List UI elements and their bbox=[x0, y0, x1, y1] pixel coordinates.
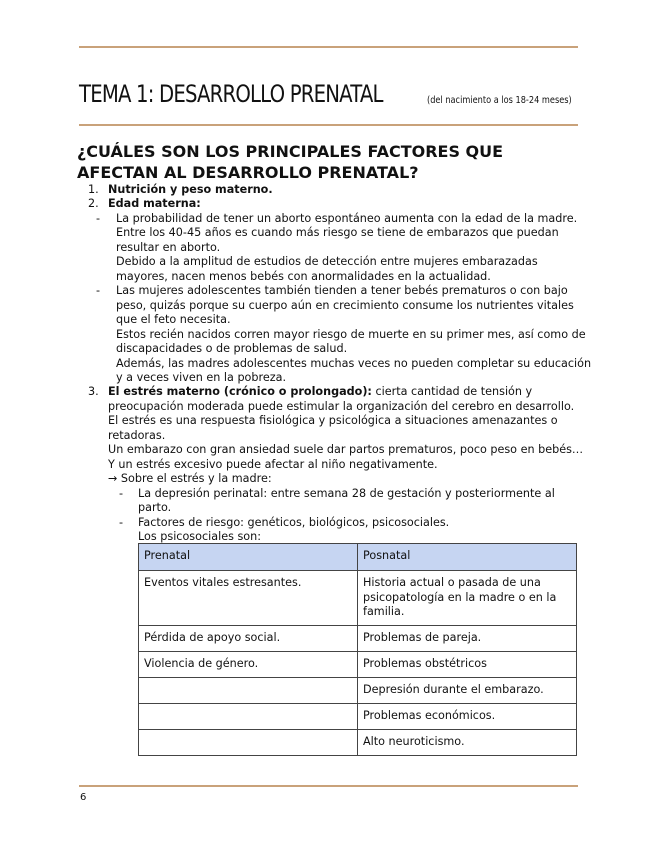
text-line: Estos recién nacidos corren mayor riesgo de muerte en su primer mes, así como de bbox=[116, 328, 586, 341]
text-line: Además, las madres adolescentes muchas veces no pueden completar su educación bbox=[116, 357, 592, 370]
table-row bbox=[139, 571, 577, 626]
text-line: y a veces viven en la pobreza. bbox=[116, 371, 287, 384]
text-line: Los psicosociales son: bbox=[138, 530, 261, 543]
text-line: La depresión perinatal: entre semana 28 de gestación y posteriormente al bbox=[138, 487, 555, 500]
table-header-cell: Prenatal bbox=[139, 544, 358, 571]
text-line: → Sobre el estrés y la madre: bbox=[108, 472, 272, 485]
table-cell bbox=[139, 704, 358, 730]
page-number: 6 bbox=[80, 792, 87, 803]
item-label: Nutrición y peso materno. bbox=[108, 183, 273, 196]
text-line: Factores de riesgo: genéticos, biológicos, psicosociales. bbox=[138, 516, 450, 529]
text-line: Las mujeres adolescentes también tienden a tener bebés prematuros o con bajo bbox=[116, 284, 568, 297]
text-line: que el feto necesita. bbox=[116, 313, 231, 326]
table-row bbox=[139, 704, 577, 730]
text-line: La probabilidad de tener un aborto espontáneo aumenta con la edad de la madre. bbox=[116, 212, 578, 225]
table-row bbox=[139, 730, 577, 756]
top-rule bbox=[79, 46, 578, 48]
dash-bullet: - bbox=[119, 516, 124, 529]
text-line: Y un estrés excesivo puede afectar al niño negativamente. bbox=[108, 458, 438, 471]
text-line: peso, quizás porque su cuerpo aún en crecimiento consume los nutrientes vitales bbox=[116, 299, 574, 312]
section-heading: ¿CUÁLES SON LOS PRINCIPALES FACTORES QUE AFECTAN AL DESARROLLO PRENATAL? bbox=[77, 142, 504, 182]
text-line: Debido a la amplitud de estudios de detección entre mujeres embarazadas bbox=[116, 255, 538, 268]
title-note: (del nacimiento a los 18-24 meses) bbox=[427, 95, 572, 106]
item-text: cierta cantidad de tensión y bbox=[371, 385, 533, 398]
text-line: El estrés es una respuesta fisiológica y psicológica a situaciones amenazantes o bbox=[108, 414, 558, 427]
text-line: Un embarazo con gran ansiedad suele dar partos prematuros, poco peso en bebés… bbox=[108, 443, 584, 456]
text-line: mayores, nacen menos bebés con anormalidades en la actualidad. bbox=[116, 270, 491, 283]
dash-bullet: - bbox=[119, 487, 124, 500]
title-text: TEMA 1: DESARROLLO PRENATAL bbox=[79, 80, 383, 108]
page-title bbox=[79, 80, 589, 108]
table-cell bbox=[139, 730, 358, 756]
table-row bbox=[139, 678, 577, 704]
text-line: preocupación moderada puede estimular la organización del cerebro en desarrollo. bbox=[108, 400, 575, 413]
text-line bbox=[108, 385, 532, 400]
item-number: 3. bbox=[88, 385, 99, 398]
text-line: parto. bbox=[138, 501, 172, 514]
table-cell: Problemas económicos. bbox=[358, 704, 577, 730]
item-number: 2. bbox=[88, 197, 99, 210]
table-cell bbox=[139, 678, 358, 704]
table-cell: Problemas obstétricos bbox=[358, 652, 577, 678]
item-label: Edad materna: bbox=[108, 197, 201, 210]
table-cell: Pérdida de apoyo social. bbox=[139, 626, 358, 652]
title-rule bbox=[79, 124, 578, 126]
text-line: Entre los 40-45 años es cuando más riesgo se tiene de embarazos que puedan bbox=[116, 226, 559, 239]
table-cell: Historia actual o pasada de una psicopatología en la madre o en la familia. bbox=[358, 571, 577, 626]
footer-rule bbox=[79, 785, 578, 787]
table-cell: Violencia de género. bbox=[139, 652, 358, 678]
dash-bullet: - bbox=[96, 212, 101, 225]
text-line: resultar en aborto. bbox=[116, 241, 221, 254]
table-row bbox=[139, 652, 577, 678]
dash-bullet: - bbox=[96, 284, 101, 297]
table-cell: Alto neuroticismo. bbox=[358, 730, 577, 756]
table-header-cell: Posnatal bbox=[358, 544, 577, 571]
text-line: retadoras. bbox=[108, 429, 166, 442]
item-label: El estrés materno (crónico o prolongado): bbox=[108, 385, 372, 398]
text-line: discapacidades o de problemas de salud. bbox=[116, 342, 348, 355]
psychosocial-factors-table bbox=[138, 543, 577, 756]
item-number: 1. bbox=[88, 183, 99, 196]
table-cell: Depresión durante el embarazo. bbox=[358, 678, 577, 704]
table-row bbox=[139, 626, 577, 652]
table-header-row bbox=[139, 544, 577, 571]
table-cell: Problemas de pareja. bbox=[358, 626, 577, 652]
table-cell: Eventos vitales estresantes. bbox=[139, 571, 358, 626]
